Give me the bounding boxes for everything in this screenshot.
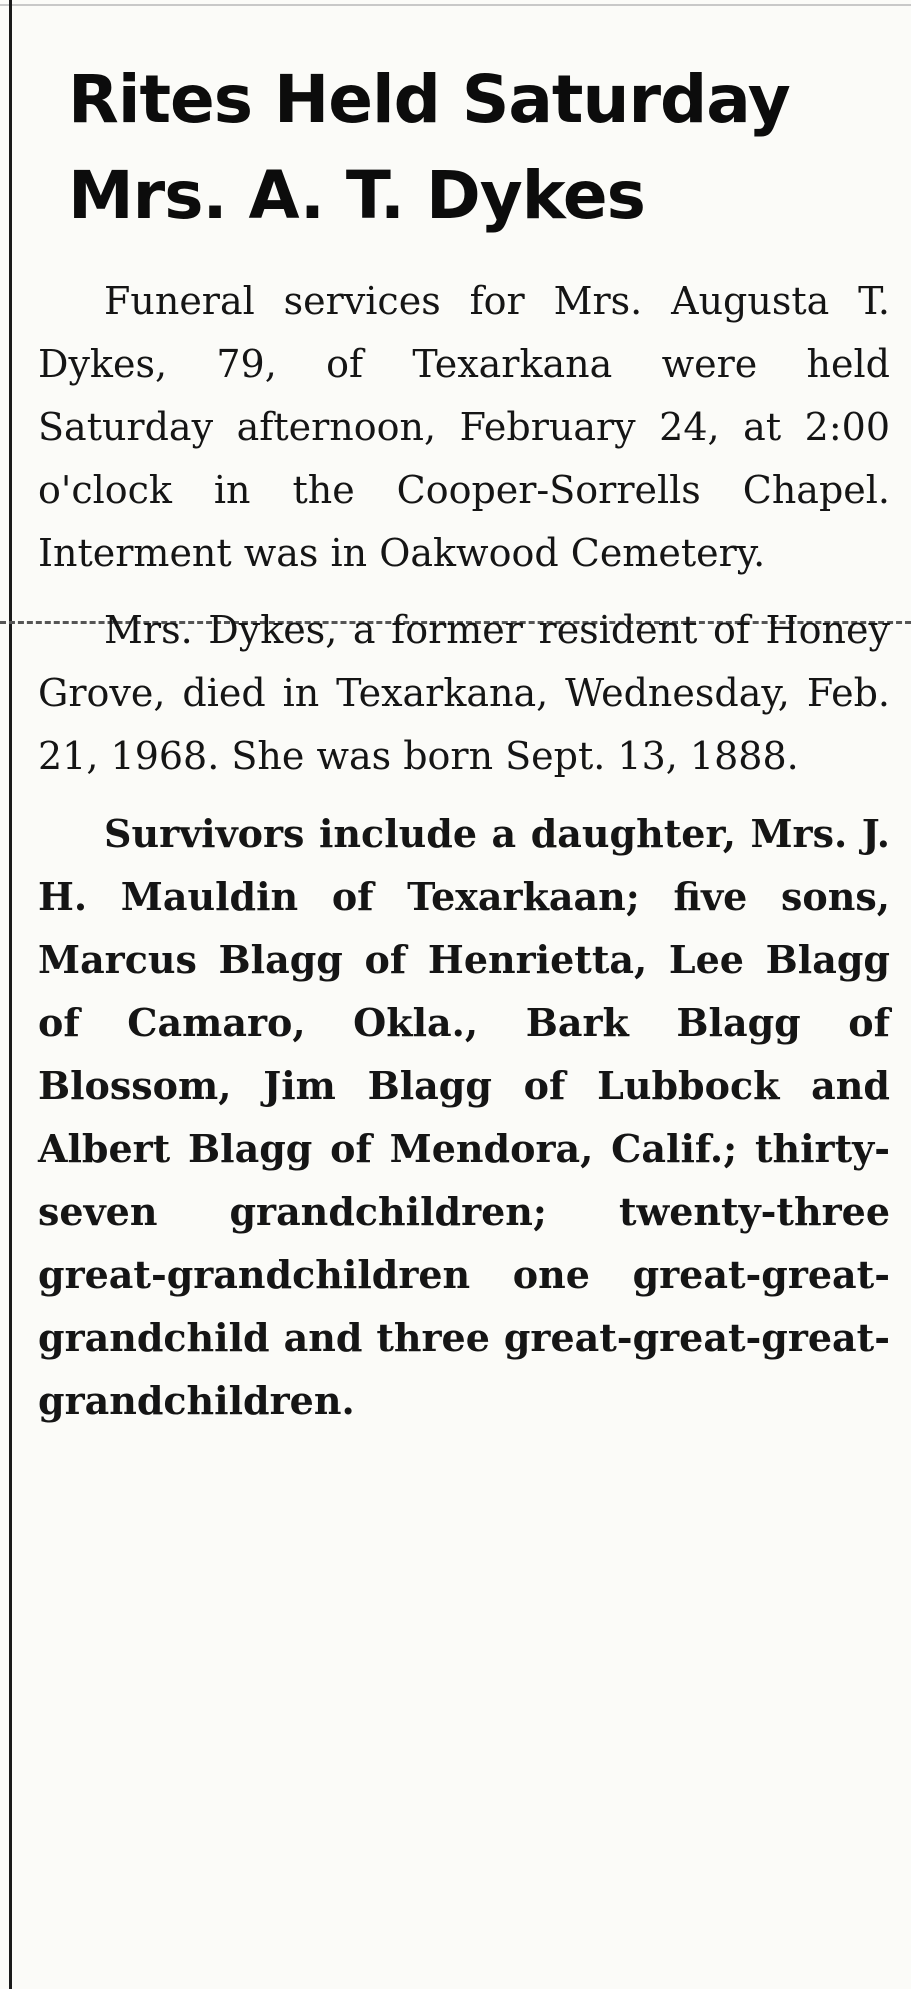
headline-line-2: Mrs. A. T. Dykes — [68, 157, 645, 234]
top-border-rule — [0, 4, 911, 6]
paragraph-death-notice: Mrs. Dykes, a former resident of Honey Grove, died in Texarkana, Wednesday, Feb. 21, 1968. She was born Sept. 13, 1888. — [38, 608, 890, 778]
paragraph-survivors: Survivors include a daughter, Mrs. J. H. Mauldin of Texarkaan; five sons, Marcus Blagg of Henrietta, Lee Blagg of Camaro, Okla., Bark Blagg of Blossom, Jim Blagg of Lubbock and Albert Blagg of Mendora, Calif.; thirty-seven grandchildren; twenty-three great-grandchildren one great-great-grandchild and three great-great-great-grandchildren. — [38, 811, 890, 1423]
paragraph-funeral-service: Funeral services for Mrs. Augusta T. Dykes, 79, of Texarkana were held Saturday afternoon, February 24, at 2:00 o'clock in the Cooper-Sorrells Chapel. Interment was in Oakwood Cemetery. — [38, 279, 890, 575]
headline-line-1: Rites Held Saturday — [68, 61, 790, 138]
article-body — [38, 270, 890, 1446]
article-headline — [68, 52, 888, 244]
left-column-rule — [9, 0, 12, 1989]
